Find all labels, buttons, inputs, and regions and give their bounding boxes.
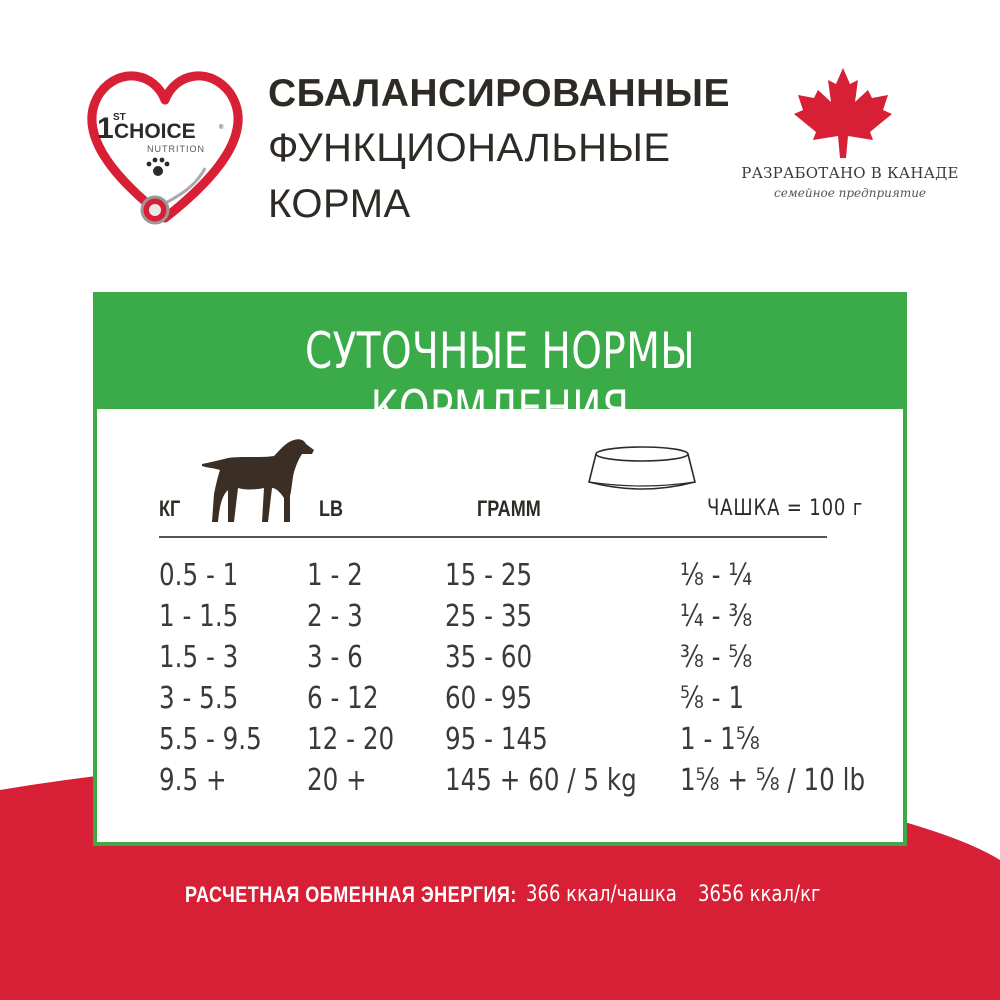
cell-cup: ¼ - ⅜	[680, 599, 753, 634]
origin-subtitle: семейное предприятие	[773, 186, 927, 200]
cell-lb: 2 - 3	[307, 599, 363, 634]
cell-kg: 1.5 - 3	[159, 640, 239, 675]
cell-grams: 95 - 145	[445, 722, 548, 757]
cell-cup: 1 - 1⅝	[680, 722, 760, 757]
cell-grams: 35 - 60	[445, 640, 533, 675]
cell-cup: ⅝ - 1	[680, 681, 745, 716]
feeding-table-card	[93, 292, 907, 846]
column-header-grams: ГРАММ	[477, 496, 541, 521]
header-divider	[159, 536, 827, 538]
logo-super: ST	[113, 112, 126, 123]
logo-registered: ®	[219, 125, 224, 131]
cell-lb: 20 +	[307, 763, 367, 798]
logo-prefix: 1	[97, 112, 114, 145]
cell-cup: ⅜ - ⅝	[680, 640, 753, 675]
cell-lb: 1 - 2	[307, 558, 363, 593]
column-header-kg: КГ	[159, 496, 181, 521]
header-line-1: СБАЛАНСИРОВАННЫЕ	[268, 72, 730, 115]
cell-kg: 9.5 +	[159, 763, 227, 798]
cell-grams: 25 - 35	[445, 599, 533, 634]
column-header-lb: LB	[319, 496, 344, 521]
cell-cup: 1⅝ + ⅝ / 10 lb	[680, 763, 866, 798]
cell-grams: 15 - 25	[445, 558, 533, 593]
cell-lb: 6 - 12	[307, 681, 379, 716]
header-line-2: ФУНКЦИОНАЛЬНЫЕ	[268, 126, 671, 170]
cell-lb: 3 - 6	[307, 640, 363, 675]
cell-cup: ⅛ - ¼	[680, 558, 753, 593]
feeding-table-header	[97, 296, 903, 438]
cell-kg: 1 - 1.5	[159, 599, 239, 634]
origin-title: РАЗРАБОТАНО В КАНАДЕ	[741, 164, 959, 182]
cell-kg: 3 - 5.5	[159, 681, 239, 716]
cell-grams: 60 - 95	[445, 681, 533, 716]
cell-kg: 5.5 - 9.5	[159, 722, 262, 757]
cell-grams: 145 + 60 / 5 kg	[445, 763, 637, 798]
header-line-3: КОРМА	[268, 182, 411, 226]
feeding-table-title: СУТОЧНЫЕ НОРМЫ КОРМЛЕНИЯ	[304, 322, 696, 438]
cell-lb: 12 - 20	[307, 722, 395, 757]
energy-per-cup: 366 ккал/чашка	[526, 882, 677, 907]
energy-per-kg: 3656 ккал/кг	[698, 882, 821, 907]
cell-kg: 0.5 - 1	[159, 558, 239, 593]
bowl-icon	[587, 444, 697, 492]
dog-icon	[202, 436, 317, 526]
column-header-cup: ЧАШКА = 100 г	[707, 496, 864, 521]
logo-name: CHOICE	[114, 120, 196, 143]
logo-subtext: NUTRITION	[147, 144, 205, 154]
energy-label: РАСЧЕТНАЯ ОБМЕННАЯ ЭНЕРГИЯ:	[185, 882, 517, 907]
brand-logo	[75, 58, 255, 238]
maple-leaf-icon	[790, 66, 896, 160]
